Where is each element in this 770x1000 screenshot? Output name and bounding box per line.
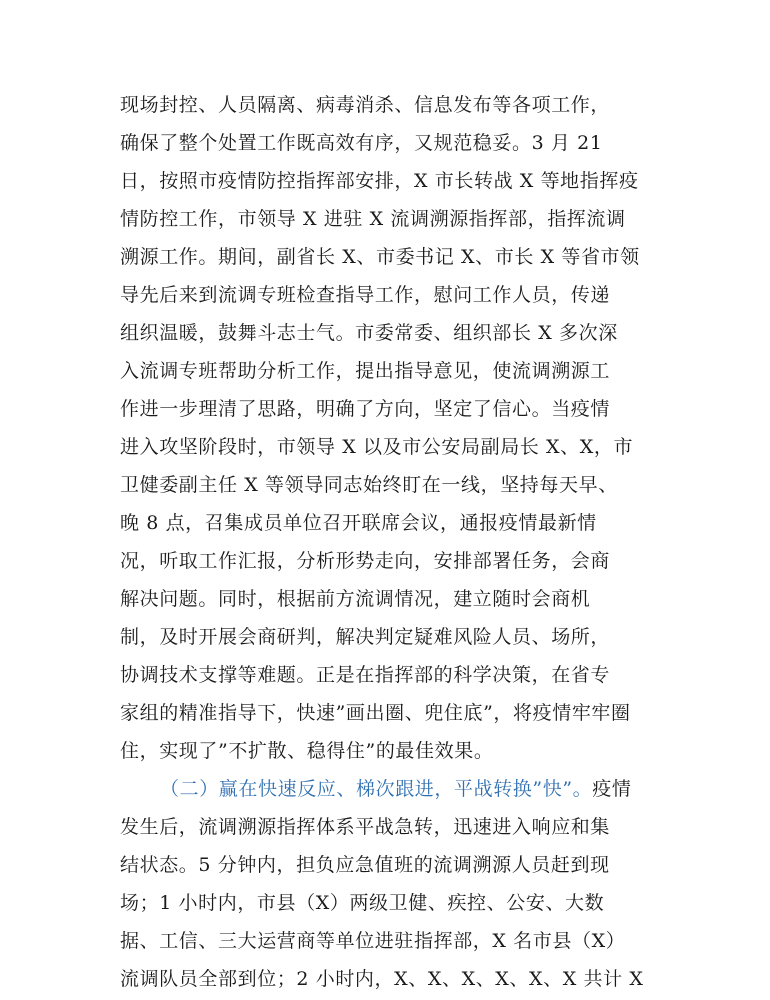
text-line: 协调技术支撑等难题。正是在指挥部的科学决策，在省专 (120, 664, 611, 686)
text-line: 解决问题。同时，根据前方流调情况，建立随时会商机 (120, 588, 591, 610)
text-line: 流调队员全部到位；2 小时内，X、X、X、X、X、X 共计 X (120, 968, 644, 990)
section-heading-line (120, 770, 660, 808)
text-line: 结状态。5 分钟内，担负应急值班的流调溯源人员赶到现 (120, 854, 610, 876)
text-line: 确保了整个处置工作既高效有序，又规范稳妥。3 月 21 (120, 132, 603, 154)
text-line: 入流调专班帮助分析工作，提出指导意见，使流调溯源工 (120, 360, 611, 382)
text-line: 现场封控、人员隔离、病毒消杀、信息发布等各项工作， (120, 94, 611, 116)
section-heading: （二）赢在快速反应、梯次跟进，平战转换”快”。 (160, 778, 593, 800)
text-line: 住，实现了”不扩散、稳得住”的最佳效果。 (120, 740, 494, 762)
text-line: 进入攻坚阶段时，市领导 X 以及市公安局副局长 X、X，市 (120, 436, 634, 458)
text-line: 制，及时开展会商研判，解决判定疑难风险人员、场所， (120, 626, 611, 648)
text-line: 晚 8 点，召集成员单位召开联席会议，通报疫情最新情 (120, 512, 597, 534)
text-line: 家组的精准指导下，快速”画出圈、兜住底”，将疫情牢牢圈 (120, 702, 631, 724)
text-line: 卫健委副主任 X 等领导同志始终盯在一线，坚持每天早、 (120, 474, 618, 496)
document-body (120, 86, 660, 998)
text-line: 日，按照市疫情防控指挥部安排，X 市长转战 X 等地指挥疫 (120, 170, 639, 192)
text-line: 导先后来到流调专班检查指导工作，慰问工作人员，传递 (120, 284, 611, 306)
text-line: 情防控工作，市领导 X 进驻 X 流调溯源指挥部，指挥流调 (120, 208, 626, 230)
text-line: 溯源工作。期间，副省长 X、市委书记 X、市长 X 等省市领 (120, 246, 640, 268)
text-line: 作进一步理清了思路，明确了方向，坚定了信心。当疫情 (120, 398, 611, 420)
text-line: 发生后，流调溯源指挥体系平战急转，迅速进入响应和集 (120, 816, 611, 838)
text-line: 组织温暖，鼓舞斗志士气。市委常委、组织部长 X 多次深 (120, 322, 618, 344)
text-line: 场；1 小时内，市县（X）两级卫健、疾控、公安、大数 (120, 892, 605, 914)
text-line: 况，听取工作汇报，分析形势走向，安排部署任务，会商 (120, 550, 611, 572)
text-line: 据、工信、三大运营商等单位进驻指挥部，X 名市县（X） (120, 930, 626, 952)
section-first-line-text: 疫情 (592, 778, 632, 800)
